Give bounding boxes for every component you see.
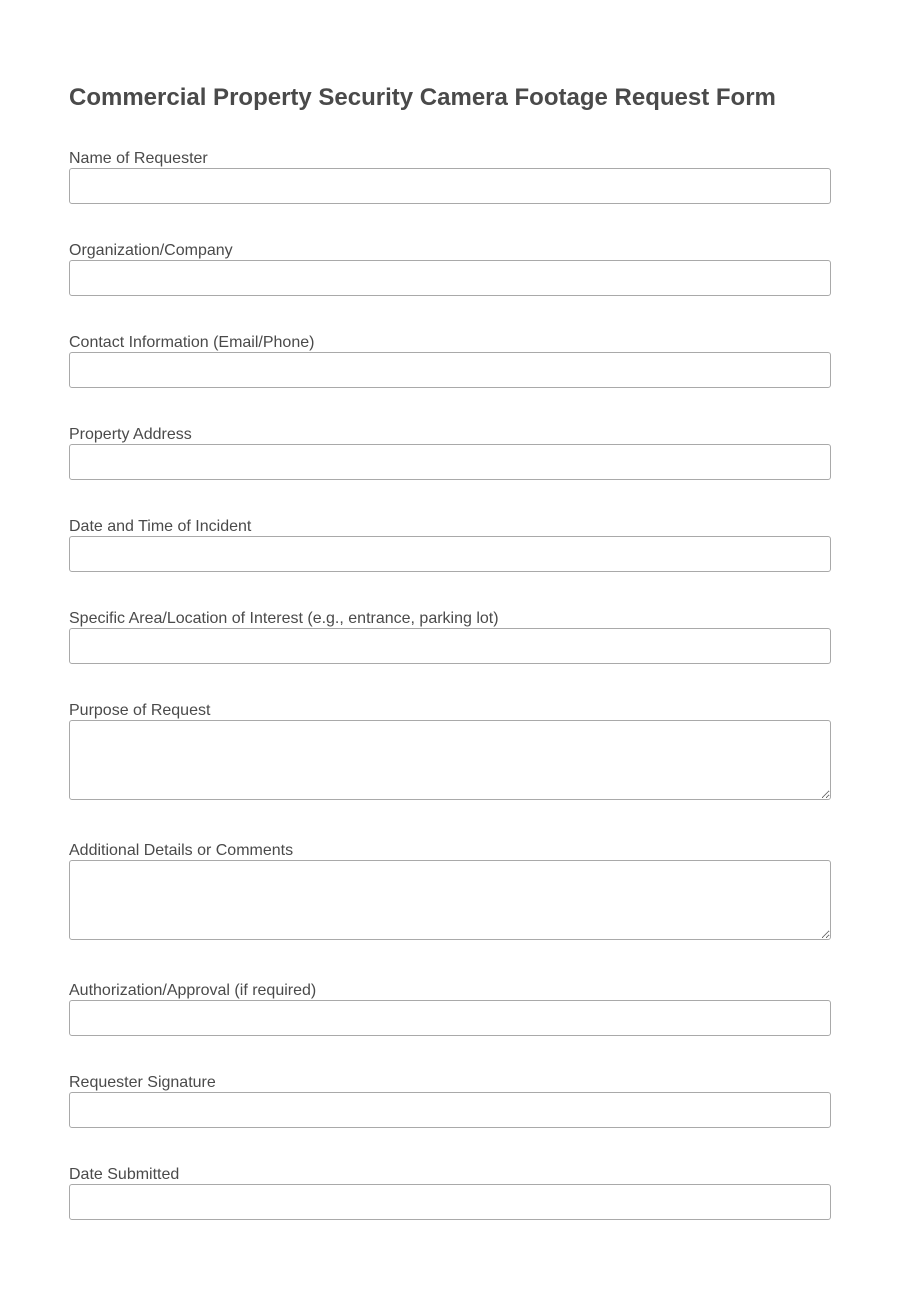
field-label: Requester Signature	[69, 1074, 216, 1091]
field-label: Name of Requester	[69, 150, 208, 167]
authorization-input[interactable]	[69, 1000, 831, 1036]
location-of-interest-input[interactable]	[69, 628, 831, 664]
field-label: Specific Area/Location of Interest (e.g., entrance, parking lot)	[69, 610, 499, 627]
requester-name-input[interactable]	[69, 168, 831, 204]
field-label: Additional Details or Comments	[69, 842, 294, 859]
field-label: Date Submitted	[69, 1166, 180, 1183]
field-label: Contact Information (Email/Phone)	[69, 334, 315, 351]
field-property-address	[69, 426, 831, 480]
field-label: Date and Time of Incident	[69, 518, 252, 535]
field-requester-name	[69, 150, 831, 204]
field-location-of-interest	[69, 610, 831, 664]
field-authorization	[69, 982, 831, 1036]
contact-input[interactable]	[69, 352, 831, 388]
incident-datetime-input[interactable]	[69, 536, 831, 572]
field-label: Purpose of Request	[69, 702, 211, 719]
form-title: Commercial Property Security Camera Footage Request Form	[69, 84, 776, 111]
field-additional-details	[69, 842, 831, 940]
date-submitted-input[interactable]	[69, 1184, 831, 1220]
signature-input[interactable]	[69, 1092, 831, 1128]
field-incident-datetime	[69, 518, 831, 572]
property-address-input[interactable]	[69, 444, 831, 480]
purpose-textarea[interactable]	[69, 720, 831, 800]
field-label: Property Address	[69, 426, 192, 443]
field-contact	[69, 334, 831, 388]
organization-input[interactable]	[69, 260, 831, 296]
field-label: Authorization/Approval (if required)	[69, 982, 317, 999]
field-organization	[69, 242, 831, 296]
field-purpose	[69, 702, 831, 800]
request-form	[69, 83, 831, 1258]
field-date-submitted	[69, 1166, 831, 1220]
additional-details-textarea[interactable]	[69, 860, 831, 940]
field-signature	[69, 1074, 831, 1128]
field-label: Organization/Company	[69, 242, 233, 259]
